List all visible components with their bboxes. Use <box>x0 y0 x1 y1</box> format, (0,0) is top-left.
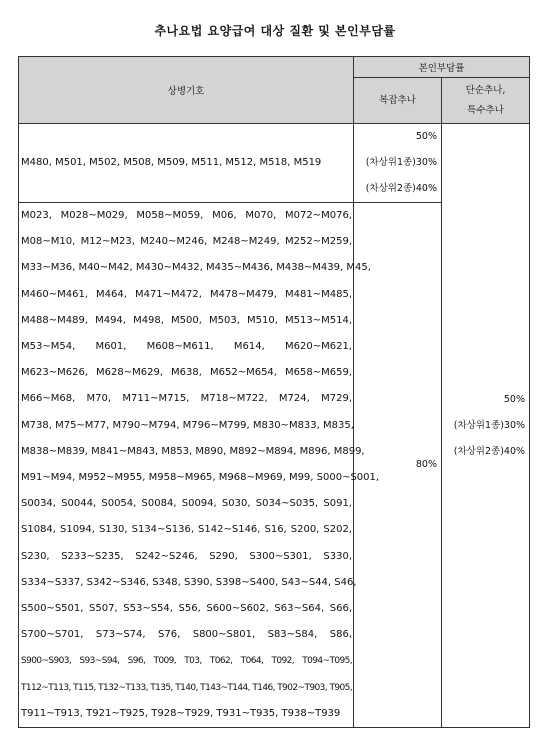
row2-codes-cell <box>19 203 380 728</box>
code-line: S334~S337, S342~S346, S348, S390, S398~S400, S43~S44, S46, <box>21 576 357 588</box>
rate-line: (차상위2종)40% <box>365 183 437 194</box>
code-line: M480, M501, M502, M508, M509, M511, M512, M518, M519 <box>21 157 322 168</box>
code-line: S900~S903, S93~S94, S96, T009, T03, T062, T064, T092, T094~T095, <box>21 656 352 667</box>
code-line: M738, M75~M77, M790~M794, M796~M799, M830~M833, M835, <box>21 419 354 431</box>
header-simple-line1: 단순추나, <box>465 84 506 96</box>
header-disease-code: 상병기호 <box>19 57 354 124</box>
code-line: S0034, S0044, S0054, S0084, S0094, S030, S034~S035, S091, <box>21 498 352 510</box>
header-complex-chuna: 복잡추나 <box>354 78 442 124</box>
code-line: S1084, S1094, S130, S134~S136, S142~S146, S16, S200, S202, <box>21 524 352 536</box>
rate-line: (차상위1종)30% <box>365 157 437 168</box>
code-line: M623~M626, M628~M629, M638, M652~M654, M658~M659, <box>21 367 352 379</box>
rate-line: (차상위2종)40% <box>453 445 526 457</box>
code-line: T911~T913, T921~T925, T928~T929, T931~T935, T938~T939 <box>21 707 341 719</box>
code-line: M023, M028~M029, M058~M059, M06, M070, M072~M076, <box>21 210 352 221</box>
row1-complex-rate <box>354 124 442 203</box>
page-title: 추나요법 요양급여 대상 질환 및 본인부담률 <box>154 24 396 38</box>
code-line: M91~M94, M952~M955, M958~M965, M968~M969, M99, S000~S001, <box>21 472 380 484</box>
copay-table <box>18 56 530 728</box>
code-line: M838~M839, M841~M843, M853, M890, M892~M894, M896, M899, <box>21 445 365 457</box>
code-line: M460~M461, M464, M471~M472, M478~M479, M481~M485, <box>21 288 352 300</box>
rate-line: 50% <box>503 393 526 405</box>
header-copay-rate: 본인부담률 <box>354 57 530 78</box>
code-line: M66~M68, M70, M711~M715, M718~M722, M724, M729, <box>21 393 352 405</box>
rate-line: (차상위1종)30% <box>453 419 526 431</box>
code-line: T112~T113, T115, T132~T133, T135, T140, T143~T144, T146, T902~T903, T905, <box>21 682 352 693</box>
header-simple-chuna <box>442 78 530 124</box>
rate-line: 50% <box>415 131 437 142</box>
code-line: M53~M54, M601, M608~M611, M614, M620~M621, <box>21 341 352 353</box>
header-simple-line2: 특수추나 <box>467 104 504 116</box>
code-line: S230, S233~S235, S242~S246, S290, S300~S301, S330, <box>21 550 352 562</box>
simple-rate <box>442 124 530 728</box>
code-line: M488~M489, M494, M498, M500, M503, M510, M513~M514, <box>21 314 352 326</box>
row1-codes-cell <box>19 124 354 203</box>
code-line: M33~M36, M40~M42, M430~M432, M435~M436, M438~M439, M45, <box>21 262 371 274</box>
row2-complex-rate: 80% <box>354 203 442 728</box>
code-line: S500~S501, S507, S53~S54, S56, S600~S602, S63~S64, S66, <box>21 603 352 615</box>
code-line: M08~M10, M12~M23, M240~M246, M248~M249, M252~M259, <box>21 236 352 248</box>
row2-codes <box>19 203 380 727</box>
row1-codes <box>19 150 353 176</box>
code-line: S700~S701, S73~S74, S76, S800~S801, S83~S84, S86, <box>21 629 352 641</box>
